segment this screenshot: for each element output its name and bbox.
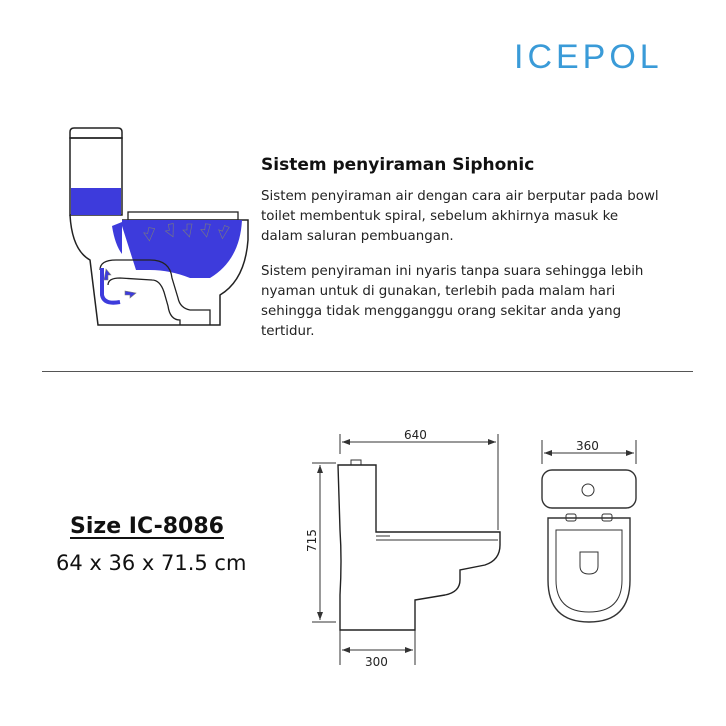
tank-water bbox=[71, 188, 121, 215]
brand-logo: ICEPOL bbox=[514, 38, 663, 76]
feature-paragraph-2: Sistem penyiraman ini nyaris tanpa suara sehingga lebih nyaman untuk di gunakan, terlebih pada malam hari sehingga tidak mengganggu orang sekitar anda yang tertidur. bbox=[261, 264, 644, 339]
size-label: Size IC-8086 bbox=[70, 514, 224, 539]
length-dimension: 640 bbox=[404, 428, 427, 442]
size-value: 64 x 36 x 71.5 cm bbox=[56, 551, 247, 575]
side-view-drawing bbox=[300, 420, 510, 680]
siphonic-flush-illustration bbox=[60, 120, 250, 330]
feature-paragraph-1: Sistem penyiraman air dengan cara air berputar pada bowl toilet membentuk spiral, sebelum akhirnya masuk ke dalam saluran pembuangan. bbox=[261, 189, 659, 244]
top-view-drawing bbox=[530, 430, 650, 640]
base-dimension: 300 bbox=[365, 655, 388, 669]
section-divider bbox=[42, 371, 693, 372]
height-dimension: 715 bbox=[305, 529, 319, 552]
feature-title: Sistem penyiraman Siphonic bbox=[261, 155, 535, 175]
width-dimension: 360 bbox=[576, 439, 599, 453]
